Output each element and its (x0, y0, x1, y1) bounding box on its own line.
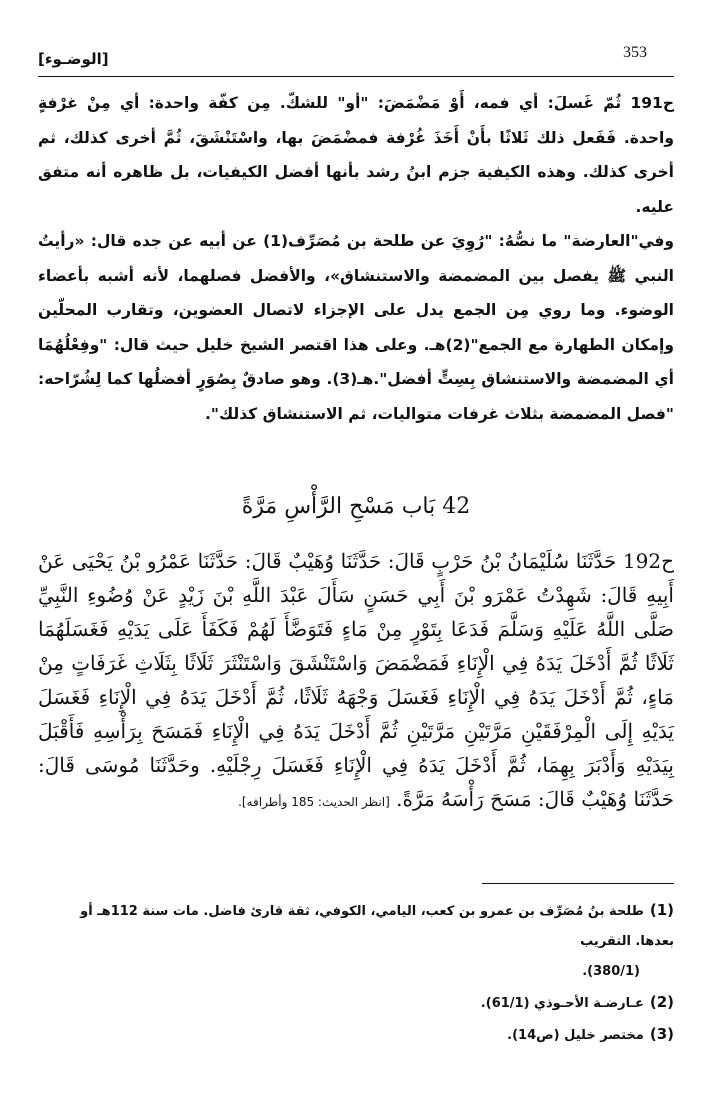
footnote-text: مختصر خليل (ص14). (507, 1028, 644, 1043)
footnote-1 (38, 895, 674, 957)
footnote-2 (38, 987, 674, 1019)
commentary-paragraph: ح191 ثُمّ غَسلَ: أي فمه، أَوْ مَضْمَضَ: "أو" للشكّ. مِن كفّة واحدة: أي مِنْ غرْفةٍ واحدة. فَفَعل ذلك ثَلاثًا بأَنْ أَخَذَ غُرْفة فمضْمَضَ بها، واسْتَنْشَقَ، ثُمَّ أخرى كذلك، ثم أخرى كذلك. وهذه الكيفية جزم ابنُ رشد بأنها أفضل الكيفيات، بل ظاهره أنه متفق عليه. (38, 94, 674, 216)
footnote-text: طلحة بنُ مُصَرِّف بن عمرو بن كعب، اليامي، الكوفي، ثقة قارئ فاضل. مات سنة 112هـ أو بعدها. التقريب (80, 904, 674, 949)
footnote-divider (482, 883, 674, 884)
running-head: [الوضـوء] (38, 50, 109, 68)
hadith-body: ح192 حَدَّثَنَا سُلَيْمَانُ بْنُ حَرْبٍ قَالَ: حَدَّثَنَا وُهَيْبٌ قَالَ: حَدَّثَنَا عَمْرُو بْنُ يَحْيَى عَنْ أَبِيهِ قَالَ: شَهِدْتُ عَمْرَو بْنَ أَبِي حَسَنٍ سَأَلَ عَبْدَ اللَّهِ بْنَ زَيْدٍ عَنْ وُضُوءِ النَّبِيِّ صَلَّى اللَّهُ عَلَيْهِ وَسَلَّمَ فَدَعَا بِتَوْرٍ مِنْ مَاءٍ فَتَوَضَّأَ لَهُمْ فَكَفَأَ عَلَى يَدَيْهِ فَغَسَلَهُمَا ثَلَاثًا ثُمَّ أَدْخَلَ يَدَهُ فِي الْإِنَاءِ فَمَضْمَضَ وَاسْتَنْشَقَ وَاسْتَنْثَرَ ثَلَاثًا بِثَلَاثِ غَرَفَاتٍ مِنْ مَاءٍ، ثُمَّ أَدْخَلَ يَدَهُ فِي الْإِنَاءِ فَغَسَلَ وَجْهَهُ ثَلَاثًا، ثُمَّ أَدْخَلَ يَدَهُ فِي الْإِنَاءِ فَغَسَلَ يَدَيْهِ إِلَى الْمِرْفَقَيْنِ مَرَّتَيْنِ مَرَّتَيْنِ ثُمَّ أَدْخَلَ يَدَهُ فِي الْإِنَاءِ فَمَسَحَ بِرَأْسِهِ فَأَقْبَلَ بِيَدَيْهِ وَأَدْبَرَ بِهِمَا، ثُمَّ أَدْخَلَ يَدَهُ فِي الْإِنَاءِ فَغَسَلَ رِجْلَيْهِ. وحَدَّثَنَا مُوسَى قَالَ: حَدَّثَنَا وُهَيْبٌ قَالَ: مَسَحَ رَأْسَهُ مَرَّةً. (38, 549, 674, 811)
footnote-number: (2) (649, 993, 674, 1011)
footnote-number: (1) (649, 901, 674, 919)
footnote-3 (38, 1019, 674, 1051)
commentary-text (38, 86, 674, 431)
page-header (38, 40, 674, 77)
footnote-1-continued: (380/1). (582, 964, 640, 979)
hadith-reference: [انظر الحديث: 185 وأطرافه]. (238, 795, 390, 809)
commentary-paragraph: وفي"العارضة" ما نصُّهُ: "رُوِيَ عن طلحة بن مُصَرِّف(1) عن أبيه عن جده قال: «رأيتُ النبي ﷺ يفصل بين المضمضة والاستنشاق»، والأفضل فصلهما، لأنه أشبه بأعضاء الوضوء. وما روي مِن الجمع يدل على الإجزاء لاتصال العضوين، وتقارب المحلّين وإمكان الطهارة مع الجمع"(2)هـ. وعلى هذا اقتصر الشيخ خليل حيث قال: "وفِعْلُهُمَا أي المضمضة والاستنشاق بِسِتٍّ أفضل".هـ(3). وهو صادقٌ بِصُوَرٍ أفضلُها كما لِشُرّاحه: "فصل المضمضة بثلاث غرفات متواليات، ثم الاستنشاق كذلك". (38, 232, 675, 423)
footnotes (38, 895, 674, 1051)
page-number: 353 (623, 44, 647, 61)
chapter-heading: 42 بَاب مَسْحِ الرَّأْسِ مَرَّةً (241, 494, 471, 519)
footnote-text: عـارضـة الأحـوذي (61/1). (480, 996, 644, 1011)
footnote-number: (3) (649, 1025, 674, 1043)
hadith-text (38, 544, 674, 819)
